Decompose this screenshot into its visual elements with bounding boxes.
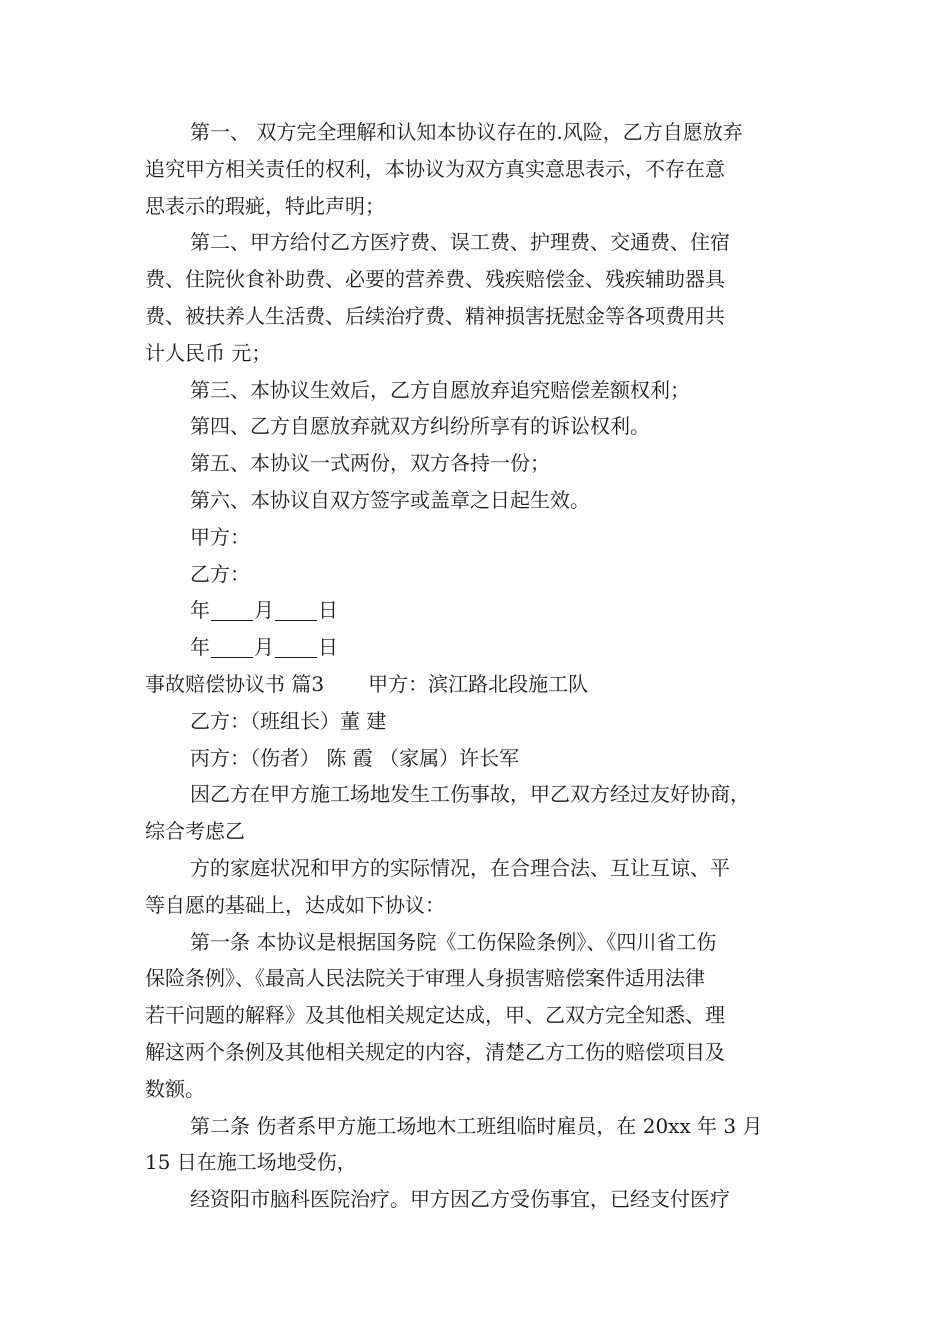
- paragraph-line: 因乙方在甲方施工场地发生工伤事故，甲乙双方经过友好协商，: [190, 782, 750, 807]
- party-a-name: 甲方：滨江路北段施工队: [368, 671, 589, 696]
- paragraph-line: 15 日在施工场地受伤，: [145, 1150, 357, 1175]
- paragraph-line: 数额。: [145, 1076, 205, 1101]
- document-page: [145, 114, 810, 1218]
- paragraph-line: 费、被扶养人生活费、后续治疗费、精神损害抚慰金等各项费用共: [145, 303, 725, 328]
- month-label: 月: [254, 598, 274, 623]
- paragraph-line: 经资阳市脑科医院治疗。甲方因乙方受伤事宜，已经支付医疗: [190, 1187, 730, 1212]
- paragraph-line: 第三、本协议生效后，乙方自愿放弃追究赔偿差额权利；: [190, 377, 690, 402]
- paragraph-line: 第二、甲方给付乙方医疗费、误工费、护理费、交通费、住宿: [190, 230, 730, 255]
- paragraph-line: 费、住院伙食补助费、必要的营养费、残疾赔偿金、残疾辅助器具: [145, 267, 725, 292]
- month-blank: [211, 598, 253, 621]
- paragraph-line: 第一条 本协议是根据国务院《工伤保险条例》、《四川省工伤: [190, 929, 717, 954]
- paragraph-line: 第二条 伤者系甲方施工场地木工班组临时雇员，在 20xx 年 3 月: [190, 1113, 763, 1138]
- date-line: [145, 629, 810, 666]
- paragraph-line: 第五、本协议一式两份，双方各持一份；: [190, 451, 550, 476]
- paragraph-line: 第六、本协议自双方签字或盖章之日起生效。: [190, 487, 590, 512]
- month-label: 月: [254, 635, 274, 660]
- date-line: [145, 592, 810, 629]
- paragraph-line: 方的家庭状况和甲方的实际情况，在合理合法、互让互谅、平: [190, 855, 730, 880]
- day-blank: [275, 598, 317, 621]
- paragraph-line: 等自愿的基础上，达成如下协议：: [145, 892, 445, 917]
- year-label: 年: [190, 598, 210, 623]
- paragraph-line: 思表示的瑕疵，特此声明；: [145, 193, 385, 218]
- paragraph-line: 若干问题的解释》及其他相关规定达成，甲、乙双方完全知悉、理: [145, 1003, 725, 1028]
- paragraph-line: 解这两个条例及其他相关规定的内容，清楚乙方工伤的赔偿项目及: [145, 1039, 725, 1064]
- signature-party-b: 乙方：: [190, 561, 250, 586]
- paragraph-line: 第一、 双方完全理解和认知本协议存在的.风险，乙方自愿放弃: [190, 120, 743, 144]
- paragraph-line: 第四、乙方自愿放弃就双方纠纷所享有的诉讼权利。: [190, 414, 650, 439]
- paragraph-line: 综合考虑乙: [145, 819, 245, 844]
- paragraph-line: 保险条例》、《最高人民法院关于审理人身损害赔偿案件适用法律: [145, 966, 705, 991]
- section-heading: 事故赔偿协议书 篇3: [145, 671, 325, 696]
- month-blank: [211, 635, 253, 658]
- party-b-line: 乙方：（班组长）董 建: [190, 708, 387, 733]
- paragraph-line: 计人民币 元；: [145, 340, 272, 365]
- year-label: 年: [190, 635, 210, 660]
- day-blank: [275, 635, 317, 658]
- signature-party-a: 甲方：: [190, 524, 250, 549]
- paragraph-line: 追究甲方相关责任的权利，本协议为双方真实意思表示，不存在意: [145, 156, 725, 181]
- day-label: 日: [318, 635, 338, 660]
- section-heading-line: [145, 666, 810, 703]
- day-label: 日: [318, 598, 338, 623]
- party-c-line: 丙方：（伤者） 陈 霞 （家属）许长军: [190, 745, 520, 770]
